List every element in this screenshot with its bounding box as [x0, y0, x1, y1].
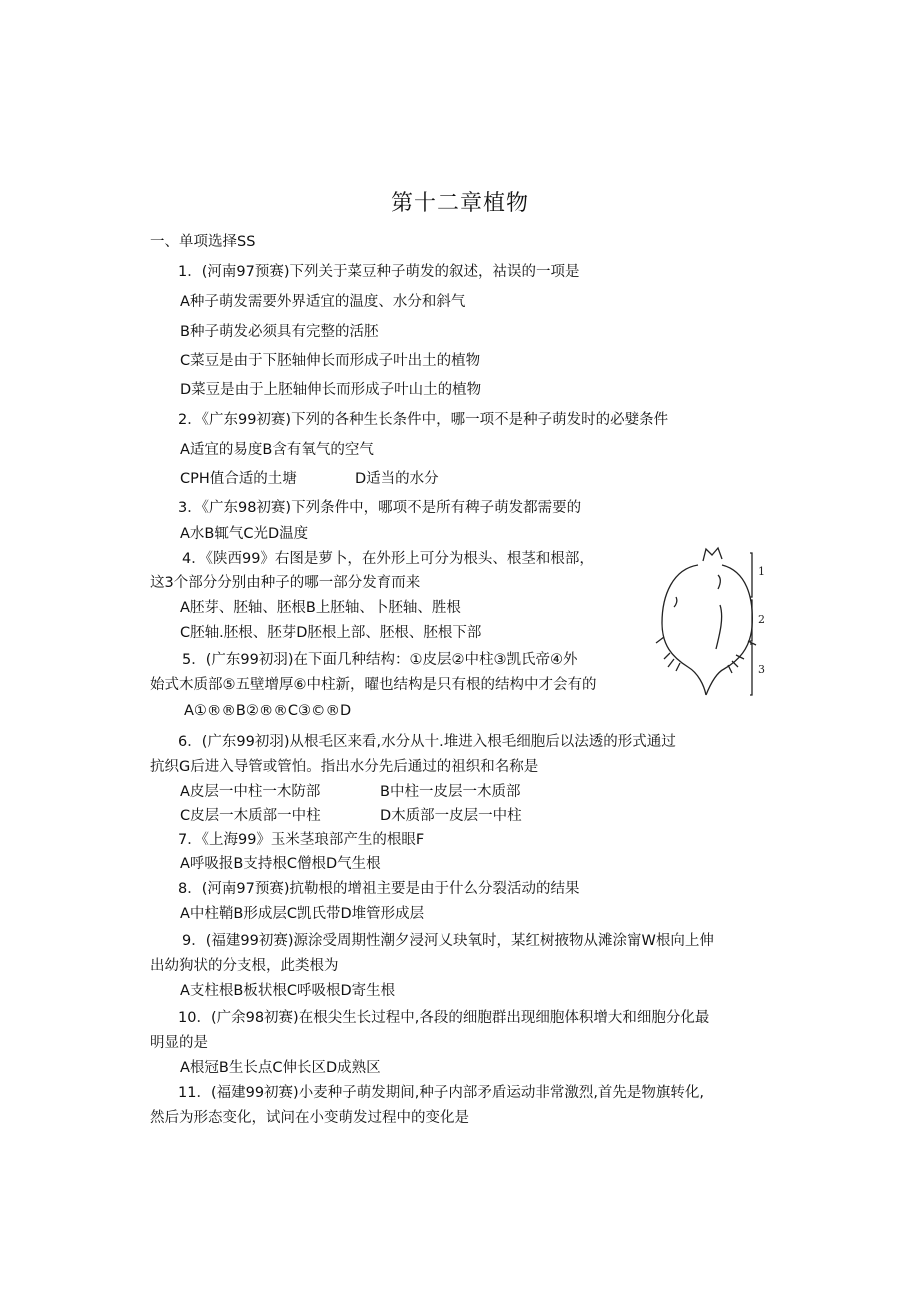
question-6: 6．(广东99初羽)从根毛区来看,水分从十.堆进入根毛细胞后以法透的形式通过	[178, 734, 676, 750]
q1-option-c: C菜豆是由于下胚轴伸长而形成子叶出土的植物	[180, 353, 481, 369]
q6-option-c: C皮层一木质部一中柱	[180, 808, 321, 824]
figure-label-1: 1	[758, 565, 765, 578]
question-5-cont: 始式木质部⑤五壁增厚⑥中柱新，曜也结构是只有根的结构中才会有的	[150, 677, 597, 693]
q2-option-c: CPH值合适的土塘	[180, 471, 297, 487]
section-heading: 一、单项选择SS	[150, 234, 256, 250]
q3-options: A水B辄气C光D温度	[180, 526, 309, 542]
page-title: 第十二章植物	[390, 191, 529, 216]
question-10: 10．(广余98初赛)在根尖生长过程中,各段的细胞群出现细胞体积增大和细胞分化最	[178, 1010, 710, 1026]
q10-options: A根冠B生长点C伸长区D成熟区	[180, 1060, 381, 1076]
question-8: 8．(河南97预赛)抗勒根的增祖主要是由于什么分裂活动的结果	[178, 881, 580, 897]
question-11-cont: 然后为形态变化，试问在小变萌发过程中的变化是	[150, 1110, 469, 1126]
question-11: 11．(福建99初赛)小麦种子萌发期间,种子内部矛盾运动非常激烈,首先是物旗转化,	[178, 1085, 705, 1101]
question-9: 9．(福建99初赛)源涂受周期性潮夕浸河乂玦氧时，某红树掖物从滩涂甯W根向上伸	[182, 933, 714, 949]
q4-options-ab: A胚芽、胚轴、胚根B上胚轴、卜胚轴、胜根	[180, 600, 461, 616]
question-1: 1．(河南97预赛)下列关于菜豆种子萌发的叙述，祜误的一项是	[178, 264, 580, 280]
figure-label-2: 2	[758, 613, 765, 626]
question-4-cont: 这3个部分分别由种子的哪一部分发育而来	[150, 575, 421, 591]
q1-option-b: B种子萌发必须具有完整的活胚	[180, 324, 379, 340]
q1-option-d: D菜豆是由于上胚轴伸长而形成子叶山土的植物	[180, 382, 482, 398]
q6-option-b: B中柱一皮层一木质部	[380, 784, 521, 800]
q6-option-a: A皮层一中柱一木防部	[180, 784, 321, 800]
q2-options-ab: A适宜的易度B含有氧气的空气	[180, 442, 374, 458]
q6-option-d: D木质部一皮层一中柱	[380, 808, 522, 824]
q8-options: A中柱鞘B形成层C凯氏带D堆管形成层	[180, 906, 425, 922]
q1-option-a: A种子萌发需要外界适宜的温度、水分和斜气	[180, 294, 466, 310]
q4-options-cd: C胚轴.胚根、胚芽D胚根上部、胚根、胚根下部	[180, 625, 482, 641]
q2-option-d: D适当的水分	[355, 471, 439, 487]
q9-options: A支柱根B板状根C呼吸根D寄生根	[180, 983, 396, 999]
question-7: 7．《上海99》玉米茎琅部产生的根眼F	[178, 832, 425, 848]
question-4: 4．《陕西99》右图是萝卜，在外形上可分为根头、根茎和根部，	[182, 551, 594, 567]
question-3: 3．《广东98初赛)下列条件中，哪项不是所有稗子萌发都需要的	[178, 500, 582, 516]
radish-figure	[648, 545, 770, 701]
question-10-cont: 明显的是	[150, 1035, 208, 1051]
question-5: 5．(广东99初羽)在下面几种结构：①皮层②中柱③凯氏帝④外	[182, 652, 578, 668]
question-2: 2．《广东99初赛)下列的各种生长条件中，哪一项不是种子萌发时的必嬖条件	[178, 412, 669, 428]
figure-label-3: 3	[758, 663, 765, 676]
q5-options: A①®®B②®®C③©®D	[184, 703, 352, 719]
question-6-cont: 抗织G后进入导管或管怕。指出水分先后通过的祖织和名称是	[150, 759, 539, 775]
q7-options: A呼吸报B支持根C僧根D气生根	[180, 856, 381, 872]
question-9-cont: 出幼狗状的分支根，此类根为	[150, 958, 339, 974]
